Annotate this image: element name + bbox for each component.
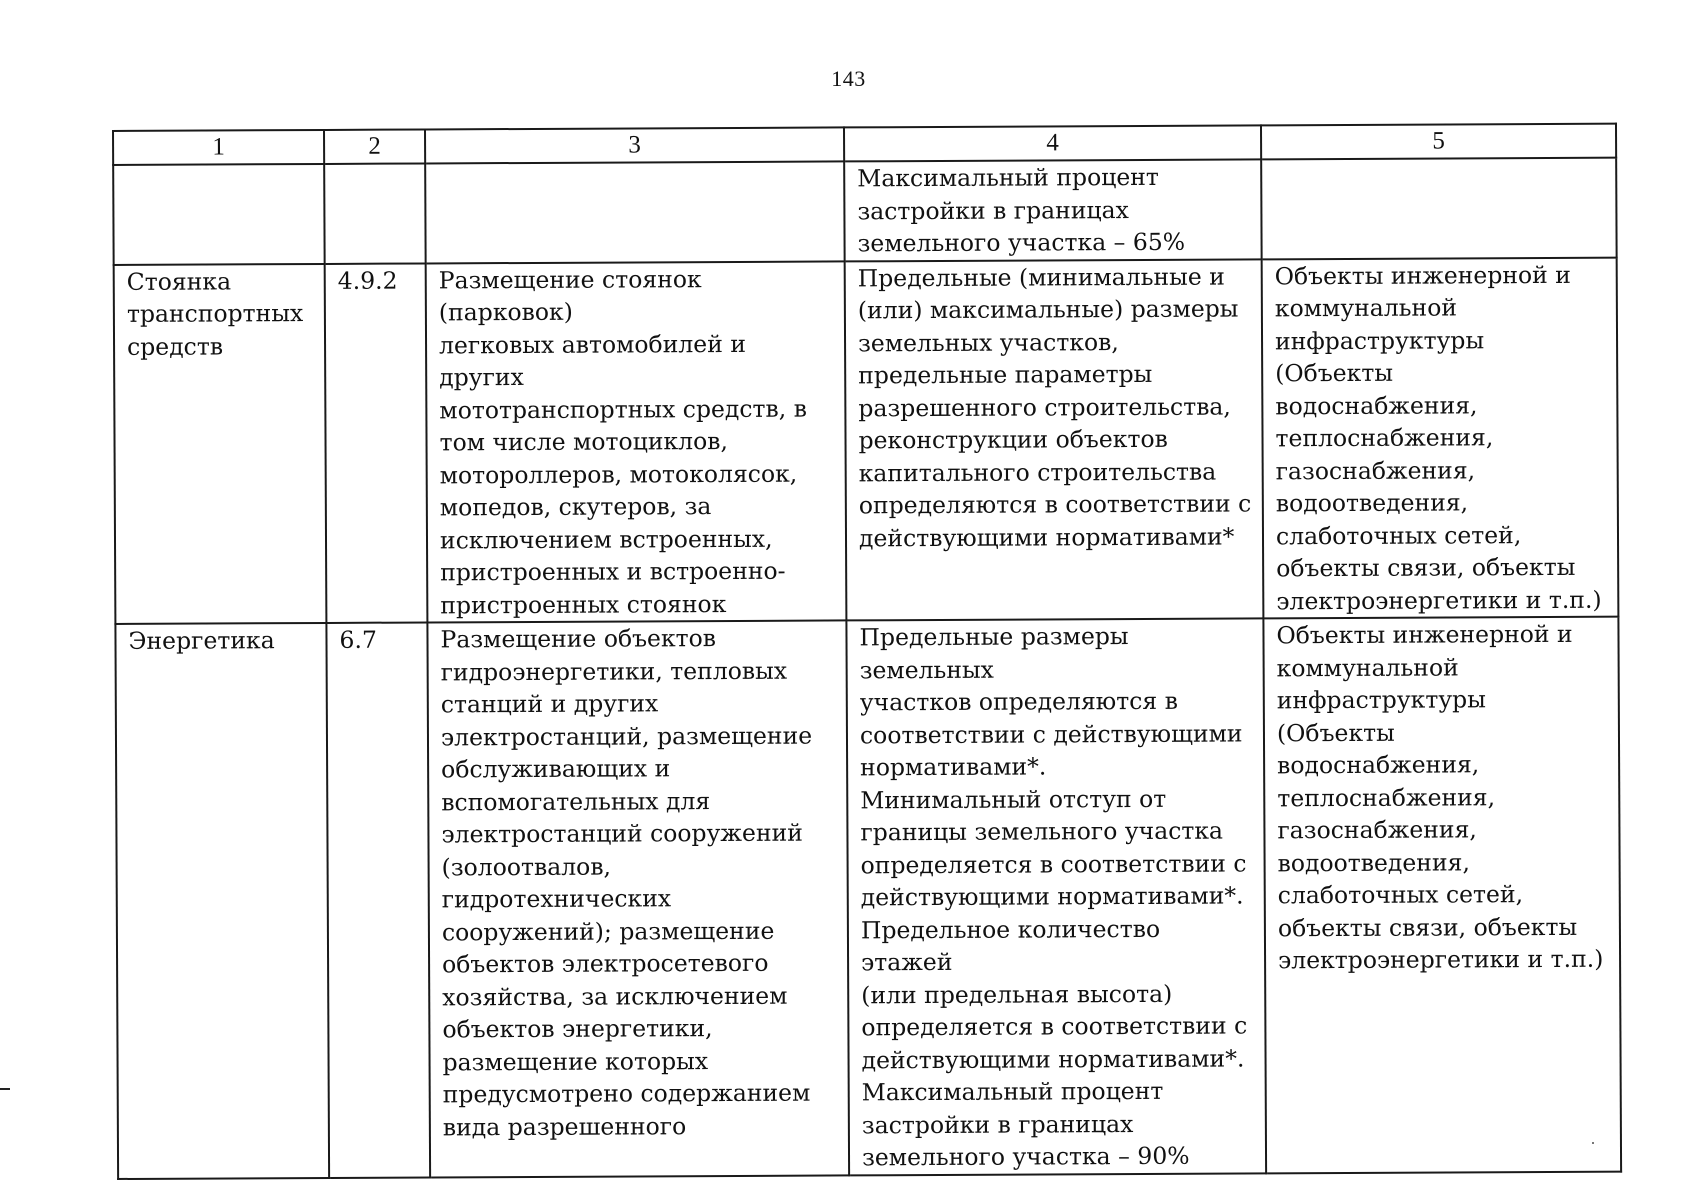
land-use-table: [112, 123, 1622, 1180]
table-cell-description: [425, 161, 844, 263]
table-cell-code: [324, 163, 425, 263]
table-cell-auxiliary-uses: [1261, 158, 1616, 259]
table-cell-use-name: Энергетика: [115, 623, 329, 1179]
page-number: 143: [831, 66, 866, 91]
table-cell-parameters: Максимальный процент застройки в границах земельного участка – 65%: [844, 159, 1261, 261]
column-header-3: 3: [425, 127, 844, 163]
table-row-energy: [115, 617, 1621, 1179]
column-header-2: 2: [324, 129, 425, 163]
table-cell-use-name: Стоянка транспортных средств: [114, 263, 327, 624]
scan-speck: [1592, 1142, 1594, 1144]
table-cell-code: 6.7: [326, 622, 430, 1177]
column-header-4: 4: [844, 125, 1261, 161]
table-cell-parameters: Предельные размеры земельных участков определяются в соответствии с действующими нормативами*. Минимальный отступ от границы земельного участка определяется в соответствии с действующими нормативами*. Предельное количество этажей (или предельная высота) определяется в соответствии с действующими нормативами*. Максимальный процент застройки в границах земельного участка – 90%: [846, 618, 1266, 1175]
table-cell-auxiliary-uses: Объекты инженерной и коммунальной инфраструктуры (Объекты водоснабжения, теплоснабжения, газоснабжения, водоотведения, слаботочных сетей, объекты связи, объекты электроэнергетики и т.п.): [1262, 257, 1619, 618]
table-cell-code: 4.9.2: [325, 263, 428, 623]
table-row-continuation: [113, 158, 1616, 265]
table-cell-use-name: [113, 164, 324, 265]
table-cell-parameters: Предельные (минимальные и (или) максимальные) размеры земельных участков, предельные параметры разрешенного строительства, реконструкции объектов капитального строительства определяются в соответствии с действующими нормативами*: [845, 259, 1264, 621]
column-header-5: 5: [1261, 124, 1616, 160]
table-cell-auxiliary-uses: Объекты инженерной и коммунальной инфраструктуры (Объекты водоснабжения, теплоснабжения, газоснабжения, водоотведения, слаботочных сетей, объекты связи, объекты электроэнергетики и т.п.): [1263, 617, 1621, 1173]
column-header-1: 1: [113, 130, 324, 165]
table-cell-description: Размещение стоянок (парковок) легковых автомобилей и других мототранспортных средств, в том числе мотоциклов, мотороллеров, мотоколясок, мопедов, скутеров, за исключением встроенных, пристроенных и встроенно- пристроенных стоянок: [426, 261, 847, 623]
table-row-parking: [114, 257, 1619, 624]
margin-mark: [0, 1088, 10, 1090]
table-cell-description: Размещение объектов гидроэнергетики, тепловых станций и других электростанций, размещение обслуживающих и вспомогательных для электростанций сооружений (золоотвалов, гидротехнических сооружений); размещение объектов электросетевого хозяйства, за исключением объектов энергетики, размещение которых предусмотрено содержанием вида разрешенного: [427, 620, 849, 1177]
